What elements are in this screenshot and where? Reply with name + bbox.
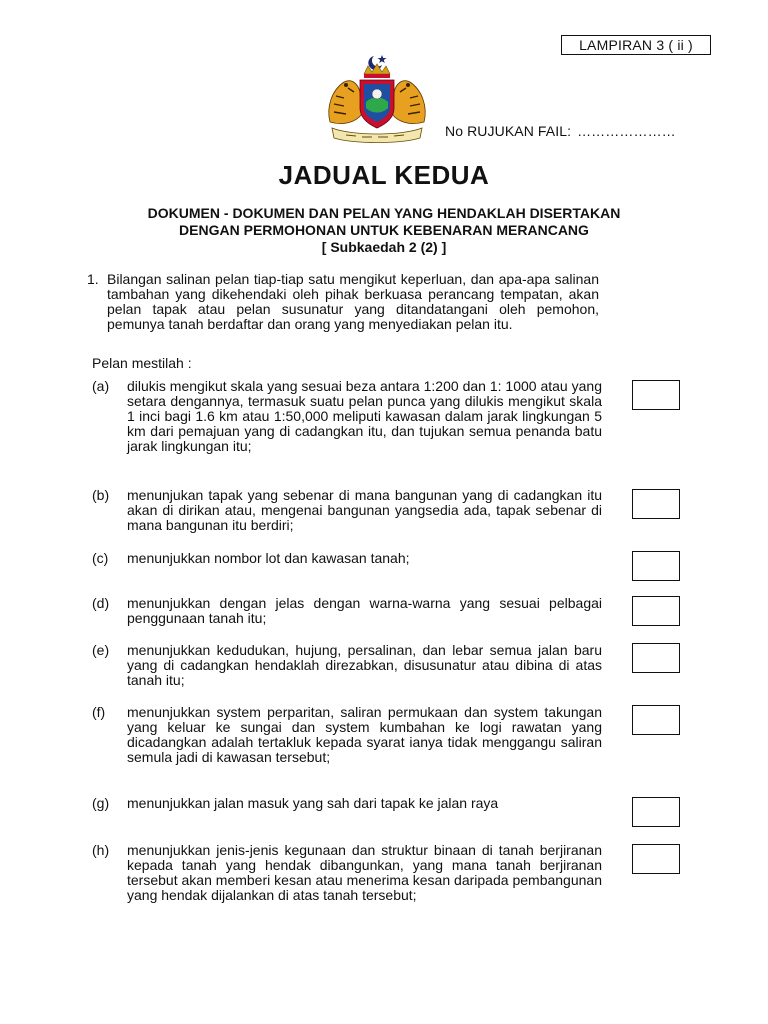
- checkbox-g[interactable]: [632, 797, 680, 827]
- item-text: dilukis mengikut skala yang sesuai beza antara 1:200 dan 1: 1000 atau yang setara dengannya, termasuk suatu pelan punca yang dilukis mengikut skala 1 inci bagi 1.6 km atau 1:50,000 meliputi kawasan dalam jarak lingkungan 5 km dari pemajuan yang di cadangkan itu, dan tujukan semua penanda batu jarak lingkungan itu;: [127, 378, 602, 454]
- item-label: (g): [92, 795, 110, 811]
- item-label: (f): [92, 704, 106, 720]
- checkbox-a[interactable]: [632, 380, 680, 410]
- list-item-e: [92, 643, 602, 688]
- item-label: (a): [92, 378, 110, 394]
- list-item-d: [92, 596, 602, 626]
- list-item-g: [92, 796, 602, 811]
- item-text: menunjukkan dengan jelas dengan warna-warna yang sesuai pelbagai penggunaan tanah itu;: [127, 595, 602, 626]
- item-text: menunjukkan nombor lot dan kawasan tanah;: [127, 550, 410, 566]
- file-reference: [445, 123, 676, 139]
- subtitle-line-3: [ Subkaedah 2 (2) ]: [321, 239, 447, 255]
- subtitle-line-2: DENGAN PERMOHONAN UNTUK KEBENARAN MERANCANG: [179, 222, 589, 238]
- list-item-h: [92, 843, 602, 903]
- item-label: (c): [92, 550, 109, 566]
- document-subtitle: [0, 205, 768, 256]
- list-item-c: [92, 551, 602, 566]
- item-text: menunjukkan system perparitan, saliran permukaan dan system takungan yang keluar ke sungai dan system kumbahan ke logi rawatan yang dicadangkan adalah tertakluk kepada syarat ianya tidak menggangu saliran semula jadi di kawasan tersebut;: [127, 704, 602, 765]
- checkbox-e[interactable]: [632, 643, 680, 673]
- item-text: menunjukkan jenis-jenis kegunaan dan struktur binaan di tanah berjiranan kepada tanah yang hendak dibangunkan, yang mana tanah berjiranan tersebut akan memberi kesan atau menerima kesan daripada pembangunan yang hendak dijalankan di atas tanah tersebut;: [127, 842, 602, 903]
- item-label: (b): [92, 487, 110, 503]
- list-item-a: [92, 379, 602, 454]
- item-text: menunjukkan kedudukan, hujung, persalinan, dan lebar semua jalan baru yang di cadangkan hendaklah direzabkan, disusunatur atau dibina di atas tanah itu;: [127, 642, 602, 688]
- list-item-f: [92, 705, 602, 765]
- item-label: (h): [92, 842, 110, 858]
- lampiran-label: LAMPIRAN 3 ( ii ): [561, 35, 711, 55]
- item-number: 1.: [87, 271, 99, 287]
- checkbox-c[interactable]: [632, 551, 680, 581]
- numbered-item-1: [87, 272, 599, 332]
- file-reference-value: …………………: [577, 123, 676, 139]
- checkbox-h[interactable]: [632, 844, 680, 874]
- item-text: menunjukkan jalan masuk yang sah dari tapak ke jalan raya: [127, 795, 499, 811]
- plan-intro: Pelan mestilah :: [92, 355, 192, 371]
- subtitle-line-1: DOKUMEN - DOKUMEN DAN PELAN YANG HENDAKLAH DISERTAKAN: [147, 205, 621, 221]
- checkbox-f[interactable]: [632, 705, 680, 735]
- checkbox-b[interactable]: [632, 489, 680, 519]
- state-crest-logo: [322, 52, 432, 144]
- checkbox-d[interactable]: [632, 596, 680, 626]
- item-text: menunjukan tapak yang sebenar di mana bangunan yang di cadangkan itu akan di dirikan atau, mengenai bangunan yangsedia ada, tapak sebenar di mana bangunan itu berdiri;: [127, 487, 602, 533]
- document-title: JADUAL KEDUA: [278, 160, 490, 190]
- item-label: (d): [92, 595, 110, 611]
- item-label: (e): [92, 642, 110, 658]
- item-text: Bilangan salinan pelan tiap-tiap satu mengikut keperluan, dan apa-apa salinan tambahan yang dikehendaki oleh pihak berkuasa perancang tempatan, akan pelan tapak atau pelan susunatur yang ditandatangani oleh pemohon, pemunya tanah berdaftar dan orang yang menyediakan pelan itu.: [107, 271, 599, 332]
- file-reference-label: No RUJUKAN FAIL:: [445, 123, 572, 139]
- list-item-b: [92, 488, 602, 533]
